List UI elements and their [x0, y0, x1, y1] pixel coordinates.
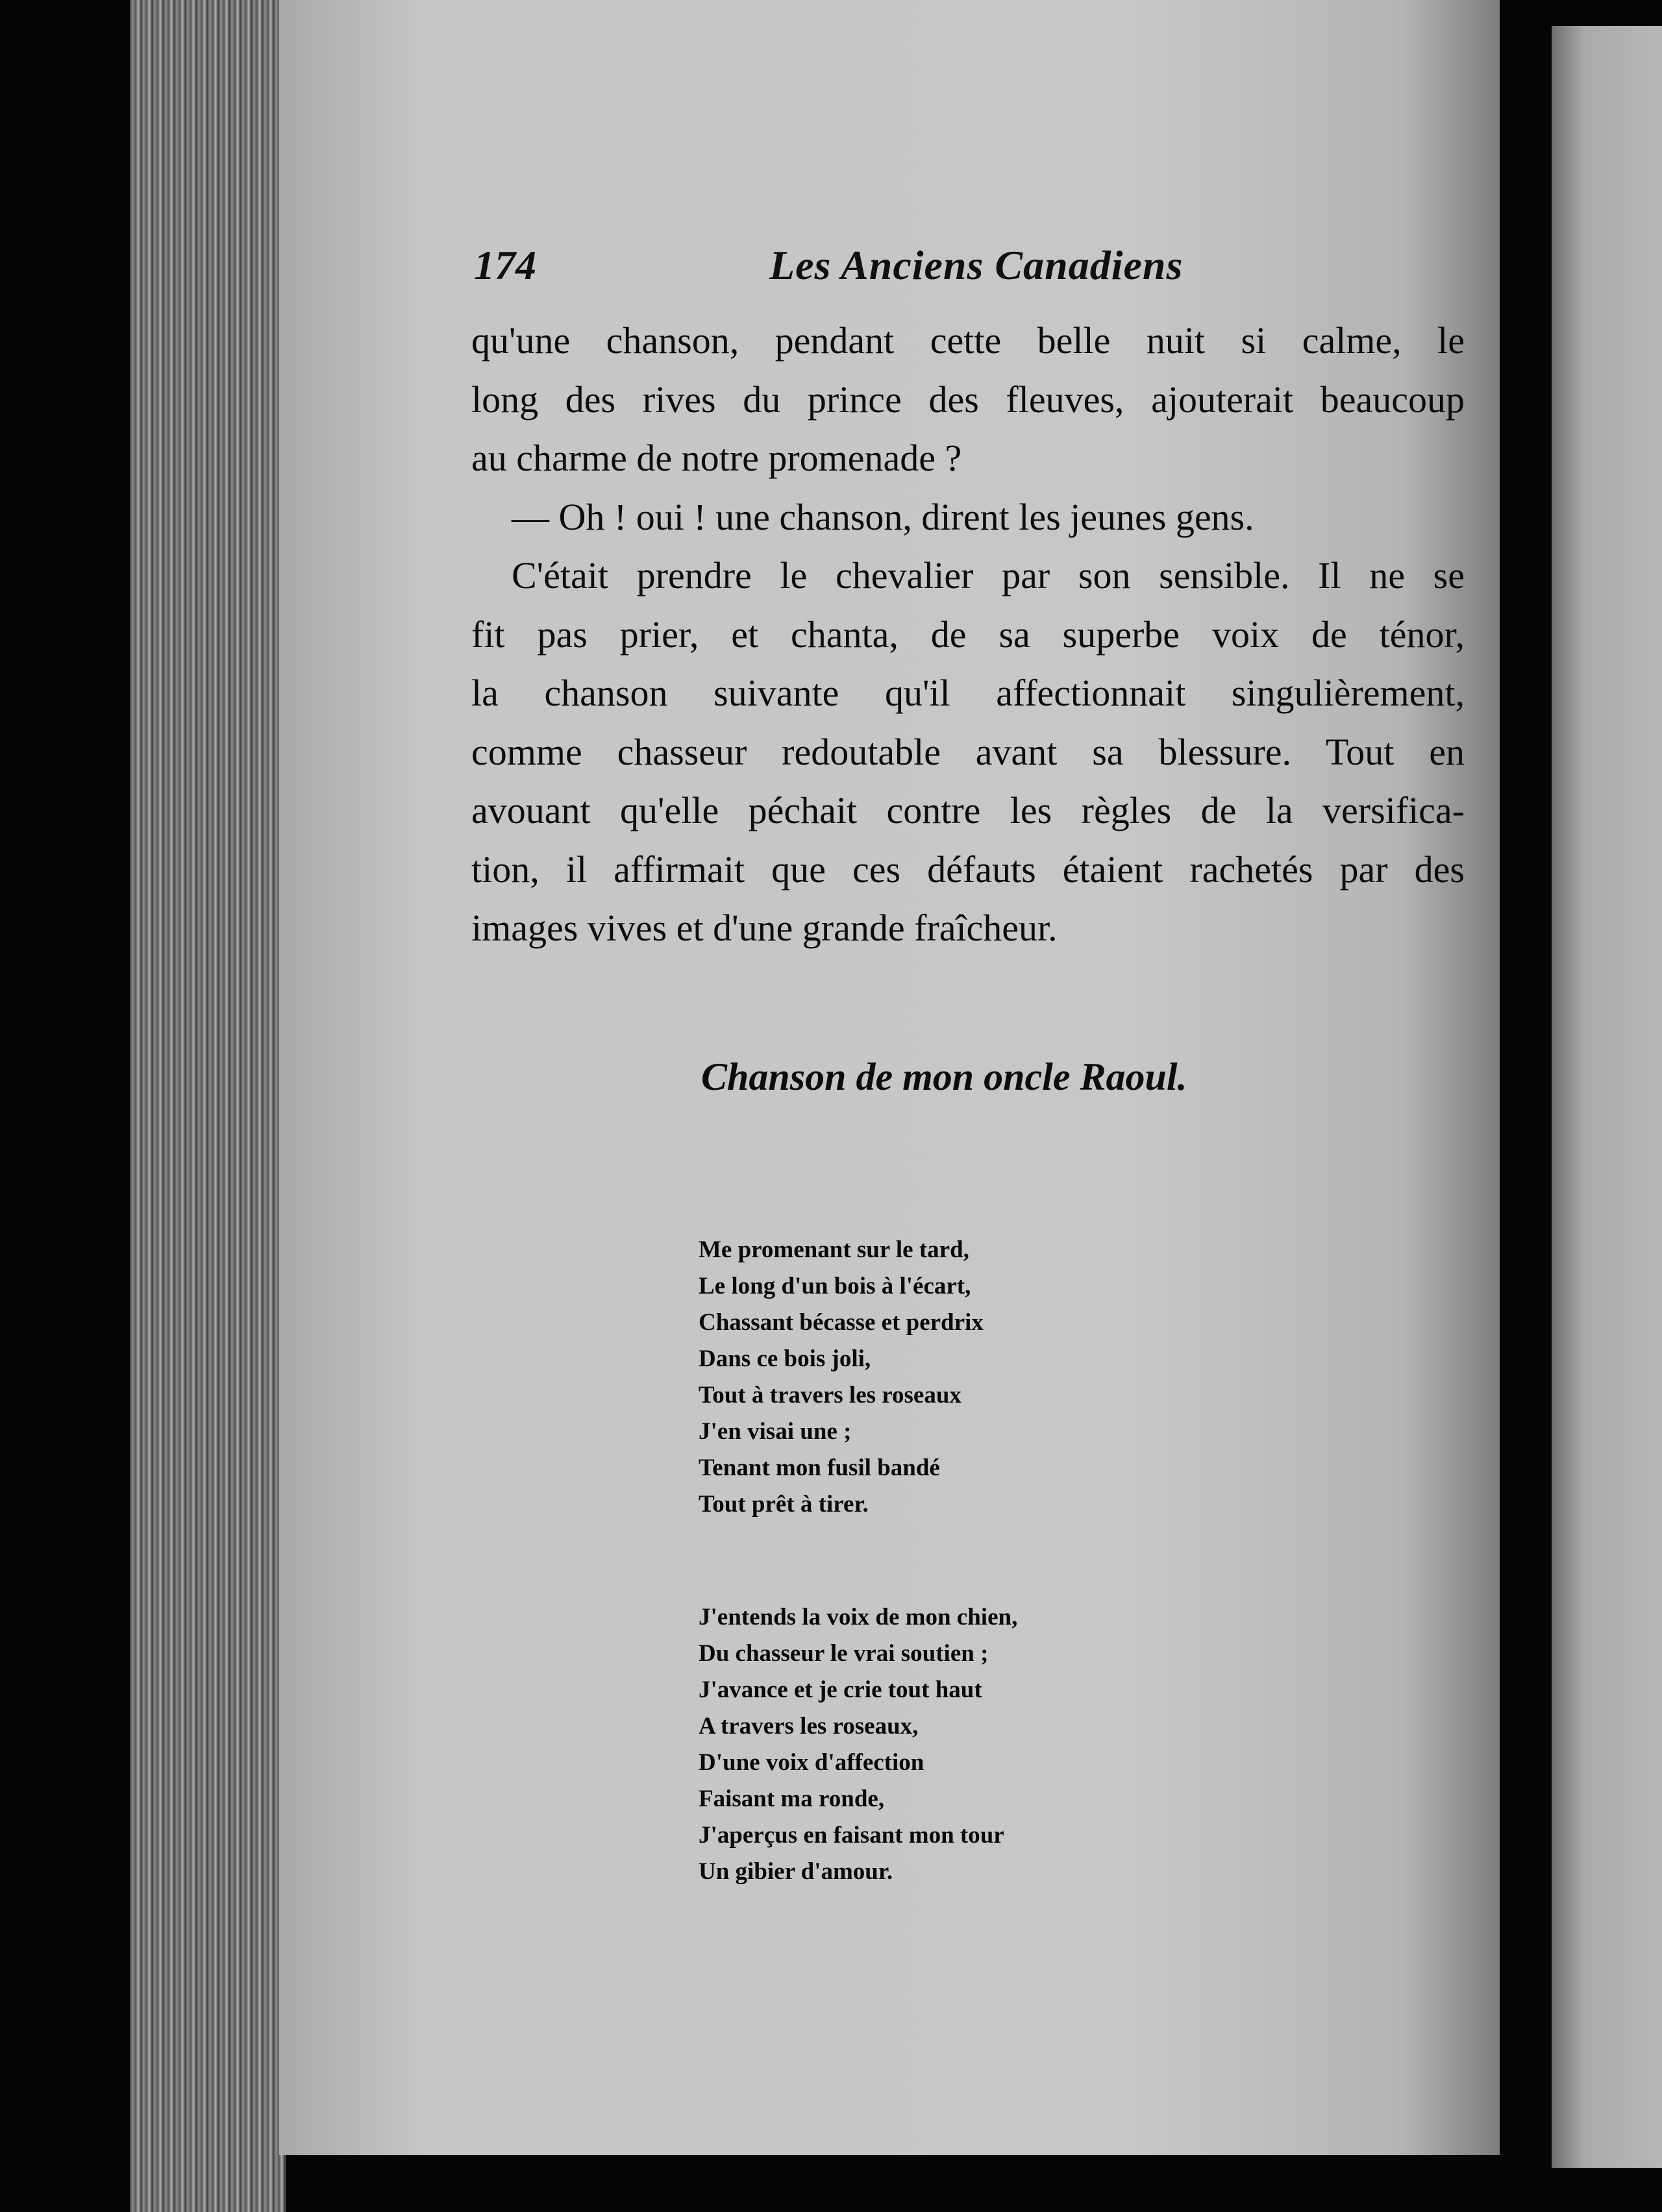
song-title: Chanson de mon oncle Raoul. [701, 1055, 1187, 1098]
paragraph-2 [471, 488, 1465, 547]
page-header [474, 241, 1474, 293]
verse-line: Du chasseur le vrai soutien ; [699, 1640, 989, 1667]
verse-line: Tout à travers les roseaux [699, 1382, 961, 1408]
text-line: C'était prendre le chevalier par son sensible. Il ne se [512, 554, 1465, 596]
verse-line: Dans ce bois joli, [699, 1346, 871, 1372]
verse-line: J'entends la voix de mon chien, [699, 1604, 1018, 1630]
body-text [471, 312, 1465, 958]
verse-line: Me promenant sur le tard, [699, 1236, 969, 1263]
text-line: au charme de notre promenade ? [471, 437, 962, 479]
song-stanza-1 [699, 1232, 1153, 1523]
verse-line: Faisant ma ronde, [699, 1786, 885, 1812]
verse-line: Un gibier d'amour. [699, 1858, 893, 1885]
paragraph-1 [471, 312, 1465, 488]
verse-line: J'en visai une ; [699, 1418, 852, 1445]
text-line: qu'une chanson, pendant cette belle nuit si calme, le [471, 319, 1465, 362]
facing-page-edge [1552, 26, 1662, 2168]
verse-line: Le long d'un bois à l'écart, [699, 1273, 971, 1299]
page-number: 174 [474, 242, 536, 288]
verse-line: Chassant bécasse et perdrix [699, 1309, 984, 1336]
text-line: long des rives du prince des fleuves, ajouterait beaucoup [471, 378, 1465, 421]
verse-line: Tenant mon fusil bandé [699, 1455, 940, 1481]
song-stanza-2 [699, 1599, 1153, 1890]
text-line: fit pas prier, et chanta, de sa superbe voix de ténor, [471, 613, 1465, 656]
verse-line: D'une voix d'affection [699, 1749, 924, 1776]
book-page-edges [130, 0, 286, 2212]
verse-line: Tout prêt à tirer. [699, 1491, 869, 1518]
running-title: Les Anciens Canadiens [769, 242, 1184, 288]
text-line: avouant qu'elle péchait contre les règles de la versifica- [471, 789, 1465, 831]
verse-line: J'aperçus en faisant mon tour [699, 1822, 1004, 1849]
text-line: — Oh ! oui ! une chanson, dirent les jeunes gens. [512, 495, 1254, 538]
verse-line: A travers les roseaux, [699, 1713, 919, 1739]
text-line: la chanson suivante qu'il affectionnait singulièrement, [471, 672, 1465, 714]
text-line: tion, il affirmait que ces défauts étaient rachetés par des [471, 848, 1465, 891]
text-line: comme chasseur redoutable avant sa blessure. Tout en [471, 730, 1465, 773]
paragraph-3 [471, 547, 1465, 958]
verse-line: J'avance et je crie tout haut [699, 1677, 982, 1703]
text-line: images vives et d'une grande fraîcheur. [471, 907, 1058, 949]
